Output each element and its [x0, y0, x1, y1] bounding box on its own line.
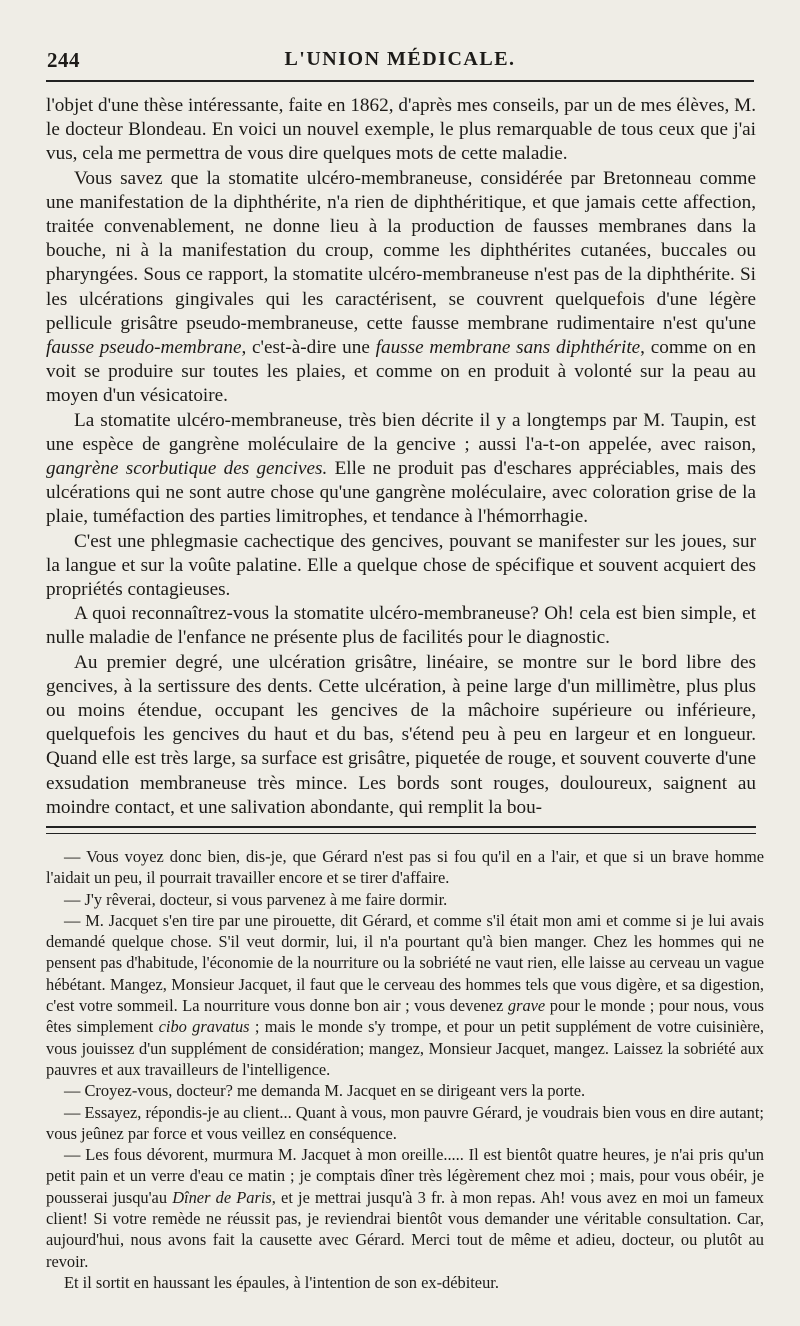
feuilleton-paragraph: — Les fous dévorent, murmura M. Jacquet à mon oreille..... Il est bientôt quatre heures, je n'ai pris qu'un petit pain et un verre d'eau ce matin ; je comptais dîner très légèrement chez moi ; mais, pour vous obéir, je pousserai jusqu'au Dîner de Paris, et je mettrai jusqu'à 3 fr. à mon repas. Ah! vous avez en moi un fameux client! Si votre remède ne réussit pas, je reviendrai bientôt vous demander une véritable consultation. Car, aujourd'hui, nous avons fait la causette avec Gérard. Merci tout de même et adieu, docteur, ou plutôt au revoir. — [46, 1145, 764, 1271]
feuilleton-paragraph: — M. Jacquet s'en tire par une pirouette, dit Gérard, et comme s'il était mon ami et comme si je lui avais demandé quelque chose. S'il veut dormir, lui, il n'a pourtant qu'à bien manger. Chez les hommes qui ne pensent pas d'habitude, l'économie de la nourriture ou la sobriété ne vaut rien, elle laisse au cerveau un vague hébétant. Mangez, Monsieur Jacquet, il faut que le cerveau des hommes tels que vous digère, et sa digestion, c'est votre sommeil. La nourriture vous donne bon air ; vous devenez grave pour le monde ; pour nous, vous êtes simplement cibo gravatus ; mais le monde s'y trompe, et pour un petit supplément de votre cuisinière, vous jouissez d'un supplément de considération; mangez, Monsieur Jacquet, mangez. Laissez la sobriété aux pauvres et aux travailleurs de l'intelligence. — [46, 910, 764, 1079]
page-number: 244 — [47, 48, 80, 72]
article-paragraph: Vous savez que la stomatite ulcéro-membraneuse, considérée par Bretonneau comme une manifestation de la diphthérite, n'a rien de diphthéritique, et que jamais cette affection, traitée convenablement, ne donne lieu à la production de fausses membranes dans la bouche, ni à la manifestation du croup, comme les diphthérites cutanées, buccales ou pharyngées. Sous ce rapport, la stomatite ulcéro-membraneuse n'est pas de la diphthérite. Si les ulcérations gingivales qui les caractérisent, se couvrent quelquefois d'une légère pellicule grisâtre pseudo-membraneuse, cette fausse membrane rudimentaire n'est qu'une fausse pseudo-membrane, c'est-à-dire une fausse membrane sans diphthérite, comme on en voit se produire sur toutes les plaies, et comme on en produit à volonté sur la peau au moyen d'un vésicatoire. — [46, 167, 756, 407]
running-title: L'UNION MÉDICALE. — [284, 48, 516, 70]
feuilleton-paragraph: — Essayez, répondis-je au client... Quant à vous, mon pauvre Gérard, je voudrais bien vous en dire autant; vous jeûnez par force et vous veillez en conséquence. — [46, 1102, 764, 1143]
page-header — [0, 44, 800, 78]
feuilleton-paragraph: — J'y rêverai, docteur, si vous parvenez à me faire dormir. — [64, 889, 448, 909]
feuilleton-divider — [46, 826, 756, 834]
feuilleton-paragraph: — Croyez-vous, docteur? me demanda M. Jacquet en se dirigeant vers la porte. — [64, 1081, 586, 1101]
article-paragraph: C'est une phlegmasie cachectique des gencives, pouvant se manifester sur les joues, sur la langue et sur la voûte palatine. Elle a quelque chose de spécifique et souvent acquiert des propriétés contagieuses. — [46, 530, 756, 601]
article-paragraph: A quoi reconnaîtrez-vous la stomatite ulcéro-membraneuse? Oh! cela est bien simple, et nulle maladie de l'enfance ne présente plus de facilités pour le diagnostic. — [46, 603, 756, 649]
feuilleton-section — [46, 846, 764, 1293]
article-paragraph: La stomatite ulcéro-membraneuse, très bien décrite il y a longtemps par M. Taupin, est une espèce de gangrène moléculaire de la gencive ; aussi l'a-t-on appelée, avec raison, gangrène scorbutique des gencives. Elle ne produit pas d'eschares appréciables, mais des ulcérations qui ne sont autre chose qu'une gangrène moléculaire, avec coloration grise de la plaie, tuméfaction des parties limitrophes, et tendance à l'hémorrhagie. — [46, 409, 756, 528]
feuilleton-paragraph: Et il sortit en haussant les épaules, à l'intention de son ex-débiteur. — [64, 1272, 499, 1292]
main-article — [46, 94, 756, 820]
article-paragraph: Au premier degré, une ulcération grisâtre, linéaire, se montre sur le bord libre des gencives, à la sertissure des dents. Cette ulcération, à peine large d'un millimètre, plus plus ou moins étendue, occupant les gencives de la mâchoire supérieure ou inférieure, quelquefois les gencives du haut et du bas, s'étend peu à peu en largeur et en longueur. Quand elle est très large, sa surface est grisâtre, piquetée de rouge, et souvent couverte d'une exsudation membraneuse très mince. Les bords sont rouges, douloureux, saignent au moindre contact, et une salivation abondante, qui remplit la bou- — [46, 651, 756, 818]
feuilleton-paragraph: — Vous voyez donc bien, dis-je, que Gérard n'est pas si fou qu'il en a l'air, et que si un brave homme l'aidait un peu, il pourrait travailler encore et se tirer d'affaire. — [46, 847, 764, 888]
header-rule — [46, 80, 754, 82]
article-paragraph: l'objet d'une thèse intéressante, faite en 1862, d'après mes conseils, par un de mes élèves, M. le docteur Blondeau. En voici un nouvel exemple, le plus remarquable de tous ceux que j'ai vus, cela me permettra de vous dire quelques mots de cette maladie. — [46, 95, 756, 165]
